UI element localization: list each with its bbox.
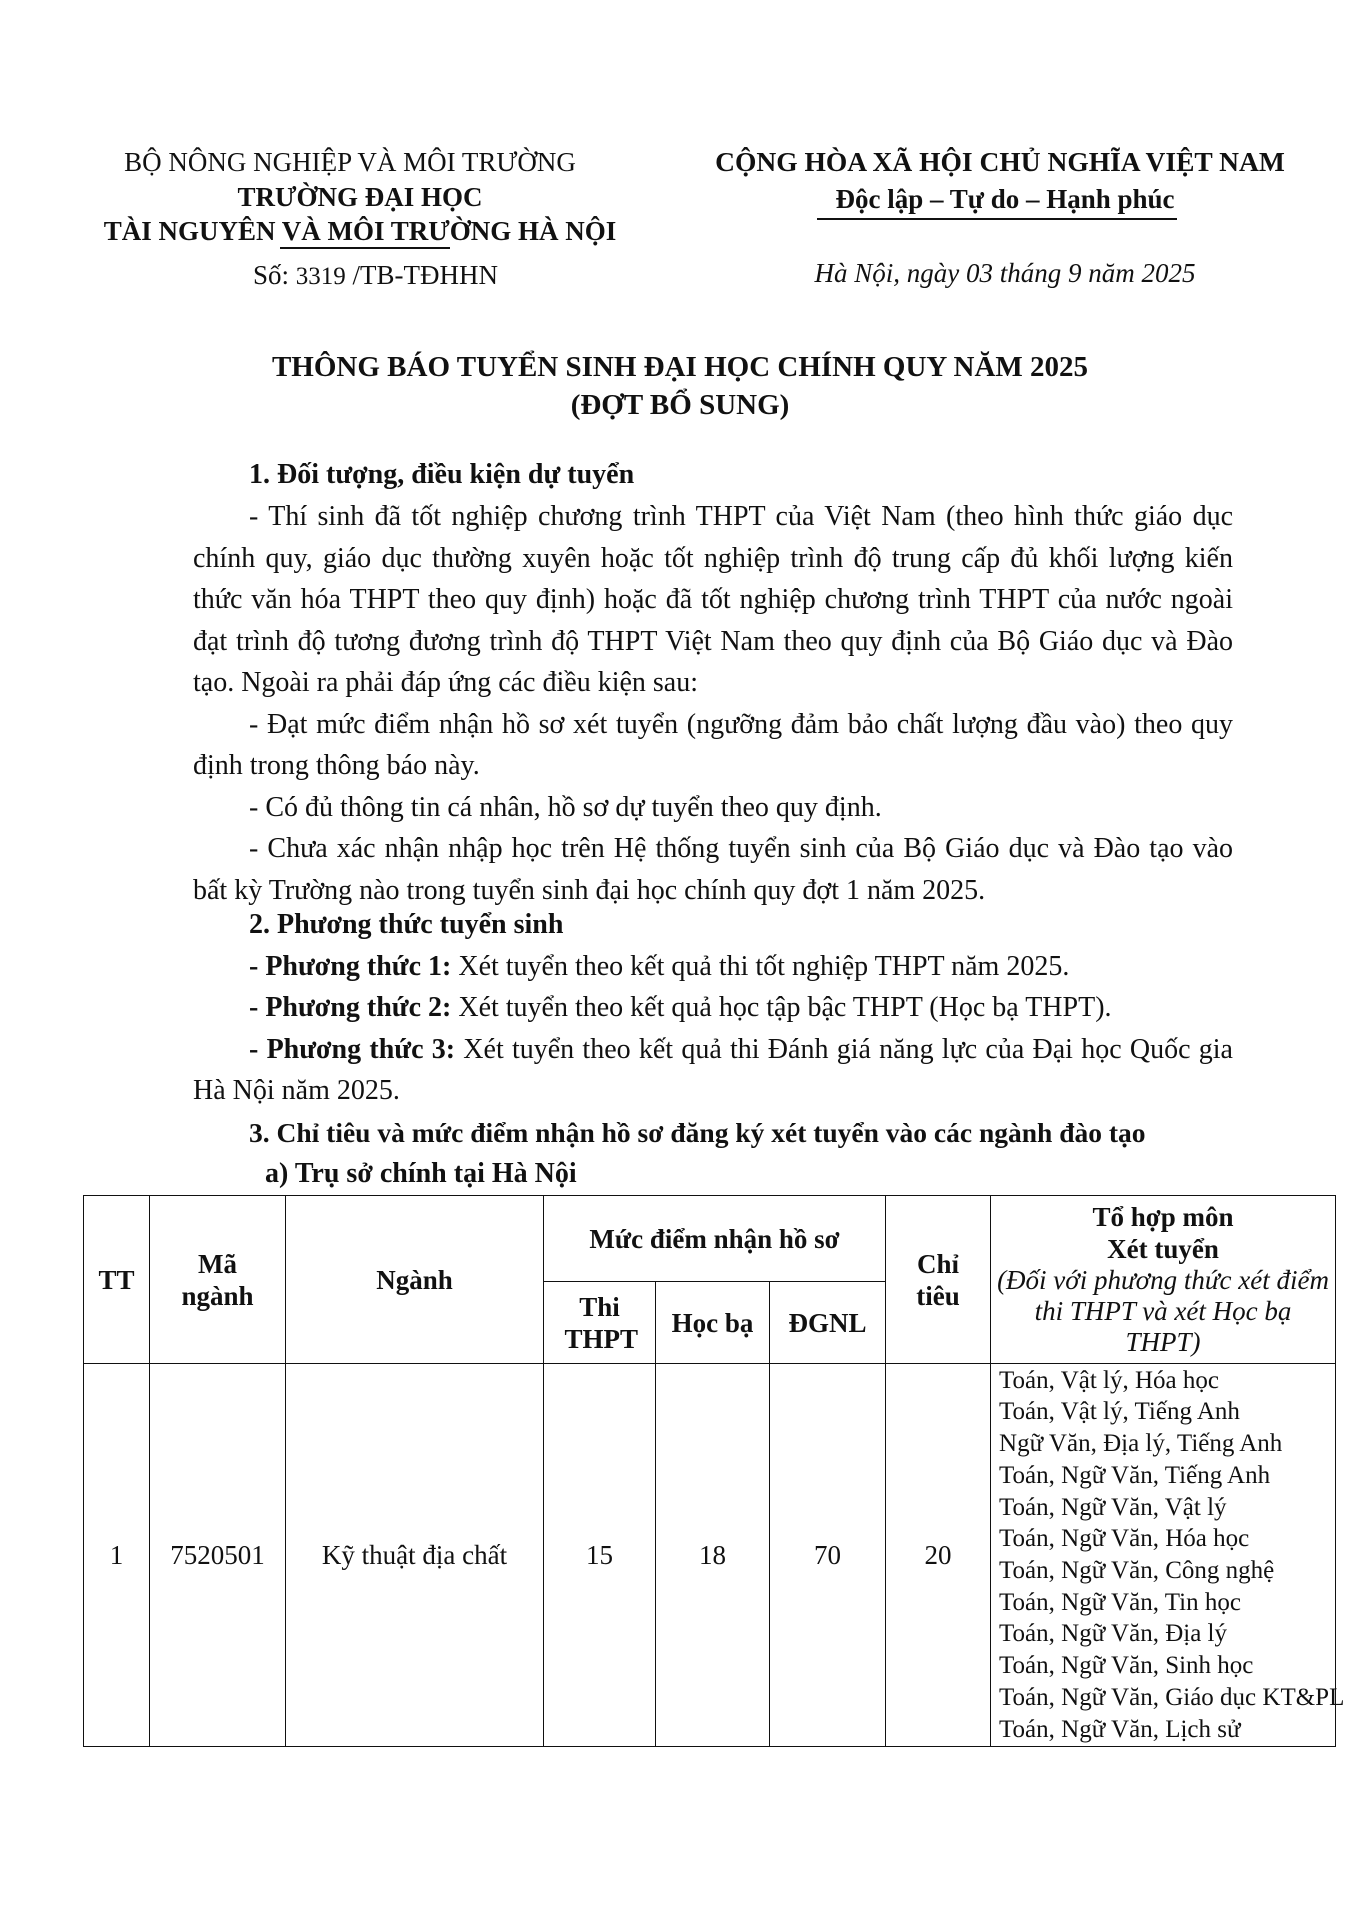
national-motto: Độc lập – Tự do – Hạnh phúc	[835, 184, 1175, 214]
school-name	[100, 180, 620, 248]
combo-item: Toán, Ngữ Văn, Địa lý	[999, 1620, 1227, 1648]
section1-body	[193, 496, 1233, 911]
col-header-combo	[991, 1196, 1336, 1364]
combo-title: Tổ hợp môn Xét tuyển	[1092, 1202, 1234, 1264]
col-header-quota: Chỉ tiêu	[886, 1196, 991, 1364]
school-name-line2: TÀI NGUYÊN VÀ MÔI TRƯỜNG HÀ NỘI	[103, 216, 617, 246]
cell-quota: 20	[886, 1364, 991, 1747]
combo-item: Toán, Ngữ Văn, Tin học	[999, 1588, 1241, 1616]
method-2	[193, 987, 1233, 1029]
republic-name: CỘNG HÒA XÃ HỘI CHỦ NGHĨA VIỆT NAM	[715, 146, 1285, 177]
col-header-major: Ngành	[286, 1196, 544, 1364]
document-title	[80, 348, 1280, 424]
col-header-score-group: Mức điểm nhận hồ sơ	[544, 1196, 886, 1282]
motto-underline	[817, 218, 1177, 220]
title-line2: (ĐỢT BỔ SUNG)	[570, 389, 790, 421]
title-line1: THÔNG BÁO TUYỂN SINH ĐẠI HỌC CHÍNH QUY NĂM 2025	[271, 351, 1089, 383]
method-3	[193, 1029, 1233, 1112]
doc-number-suffix: /TB-TĐHHN	[352, 260, 499, 290]
combo-item: Toán, Vật lý, Tiếng Anh	[999, 1398, 1240, 1426]
cell-dgnl: 70	[770, 1364, 886, 1747]
combo-item: Ngữ Văn, Địa lý, Tiếng Anh	[999, 1430, 1283, 1458]
combo-item: Toán, Ngữ Văn, Sinh học	[999, 1652, 1254, 1680]
method-1-text: Xét tuyển theo kết quả thi tốt nghiệp THPT năm 2025.	[451, 950, 1070, 982]
section2	[193, 904, 1233, 1112]
section1-para1: - Thí sinh đã tốt nghiệp chương trình THPT của Việt Nam (theo hình thức giáo dục chính quy, giáo dục thường xuyên hoặc tốt nghiệp trình độ trung cấp đủ khối lượng kiến thức văn hóa THPT theo quy định) hoặc đã tốt nghiệp chương trình THPT của nước ngoài đạt trình độ tương đương trình độ THPT Việt Nam theo quy định của Bộ Giáo dục và Đào tạo. Ngoài ra phải đáp ứng các điều kiện sau:	[193, 501, 1233, 698]
doc-number-label: Số:	[253, 260, 290, 290]
method-1-label: - Phương thức 1:	[249, 950, 452, 982]
method-3-label: - Phương thức 3:	[249, 1033, 456, 1065]
col-header-code: Mã ngành	[150, 1196, 286, 1364]
table-row	[84, 1364, 1336, 1747]
section1-para4: - Chưa xác nhận nhập học trên Hệ thống tuyển sinh của Bộ Giáo dục và Đào tạo vào bất kỳ Trường nào trong tuyển sinh đại học chính quy đợt 1 năm 2025.	[193, 833, 1233, 906]
section2-heading: 2. Phương thức tuyển sinh	[249, 909, 564, 940]
section1-para2: - Đạt mức điểm nhận hồ sơ xét tuyển (ngưỡng đảm bảo chất lượng đầu vào) theo quy định trong thông báo này.	[193, 708, 1233, 781]
combo-item: Toán, Vật lý, Hóa học	[999, 1366, 1219, 1394]
doc-number-value: 3319	[295, 263, 346, 290]
method-1	[193, 946, 1233, 988]
col-header-dgnl: ĐGNL	[770, 1282, 886, 1364]
method-3-text: Xét tuyển theo kết quả thi Đánh giá năng lực của Đại học Quốc gia Hà Nội năm 2025.	[193, 1033, 1233, 1106]
section1-para3: - Có đủ thông tin cá nhân, hồ sơ dự tuyển theo quy định.	[249, 791, 882, 823]
cell-thpt: 15	[544, 1364, 656, 1747]
cell-combos	[991, 1364, 1345, 1747]
cell-hocba: 18	[656, 1364, 770, 1747]
school-underline	[280, 247, 450, 249]
combo-item: Toán, Ngữ Văn, Hóa học	[999, 1525, 1250, 1553]
section3-heading: 3. Chỉ tiêu và mức điểm nhận hồ sơ đăng ký xét tuyển vào các ngành đào tạo	[249, 1117, 1146, 1148]
col-header-hocba: Học bạ	[656, 1282, 770, 1364]
combo-item: Toán, Ngữ Văn, Vật lý	[999, 1493, 1227, 1521]
col-header-thpt: Thi THPT	[544, 1282, 656, 1364]
combo-item: Toán, Ngữ Văn, Công nghệ	[999, 1557, 1275, 1584]
combo-note: (Đối với phương thức xét điểm thi THPT và xét Học bạ THPT)	[997, 1265, 1329, 1357]
document-number	[253, 258, 613, 294]
combo-item: Toán, Ngữ Văn, Lịch sử	[999, 1715, 1241, 1743]
col-header-tt: TT	[84, 1196, 150, 1364]
cell-major: Kỹ thuật địa chất	[286, 1364, 544, 1747]
method-2-text: Xét tuyển theo kết quả học tập bậc THPT (Học bạ THPT).	[451, 992, 1112, 1023]
section1-heading: 1. Đối tượng, điều kiện dự tuyển	[249, 459, 635, 490]
combo-item: Toán, Ngữ Văn, Tiếng Anh	[999, 1461, 1271, 1489]
admission-table	[83, 1195, 1345, 1747]
cell-tt: 1	[84, 1364, 150, 1747]
issue-date: Hà Nội, ngày 03 tháng 9 năm 2025	[814, 258, 1196, 288]
ministry-name: BỘ NÔNG NGHIỆP VÀ MÔI TRƯỜNG	[124, 147, 576, 177]
header-left	[120, 145, 580, 179]
section3-subheading: a) Trụ sở chính tại Hà Nội	[265, 1158, 577, 1189]
cell-code: 7520501	[150, 1364, 286, 1747]
school-name-line1: TRƯỜNG ĐẠI HỌC	[237, 182, 483, 212]
combo-item: Toán, Ngữ Văn, Giáo dục KT&PL	[999, 1683, 1345, 1711]
method-2-label: - Phương thức 2:	[249, 992, 452, 1023]
